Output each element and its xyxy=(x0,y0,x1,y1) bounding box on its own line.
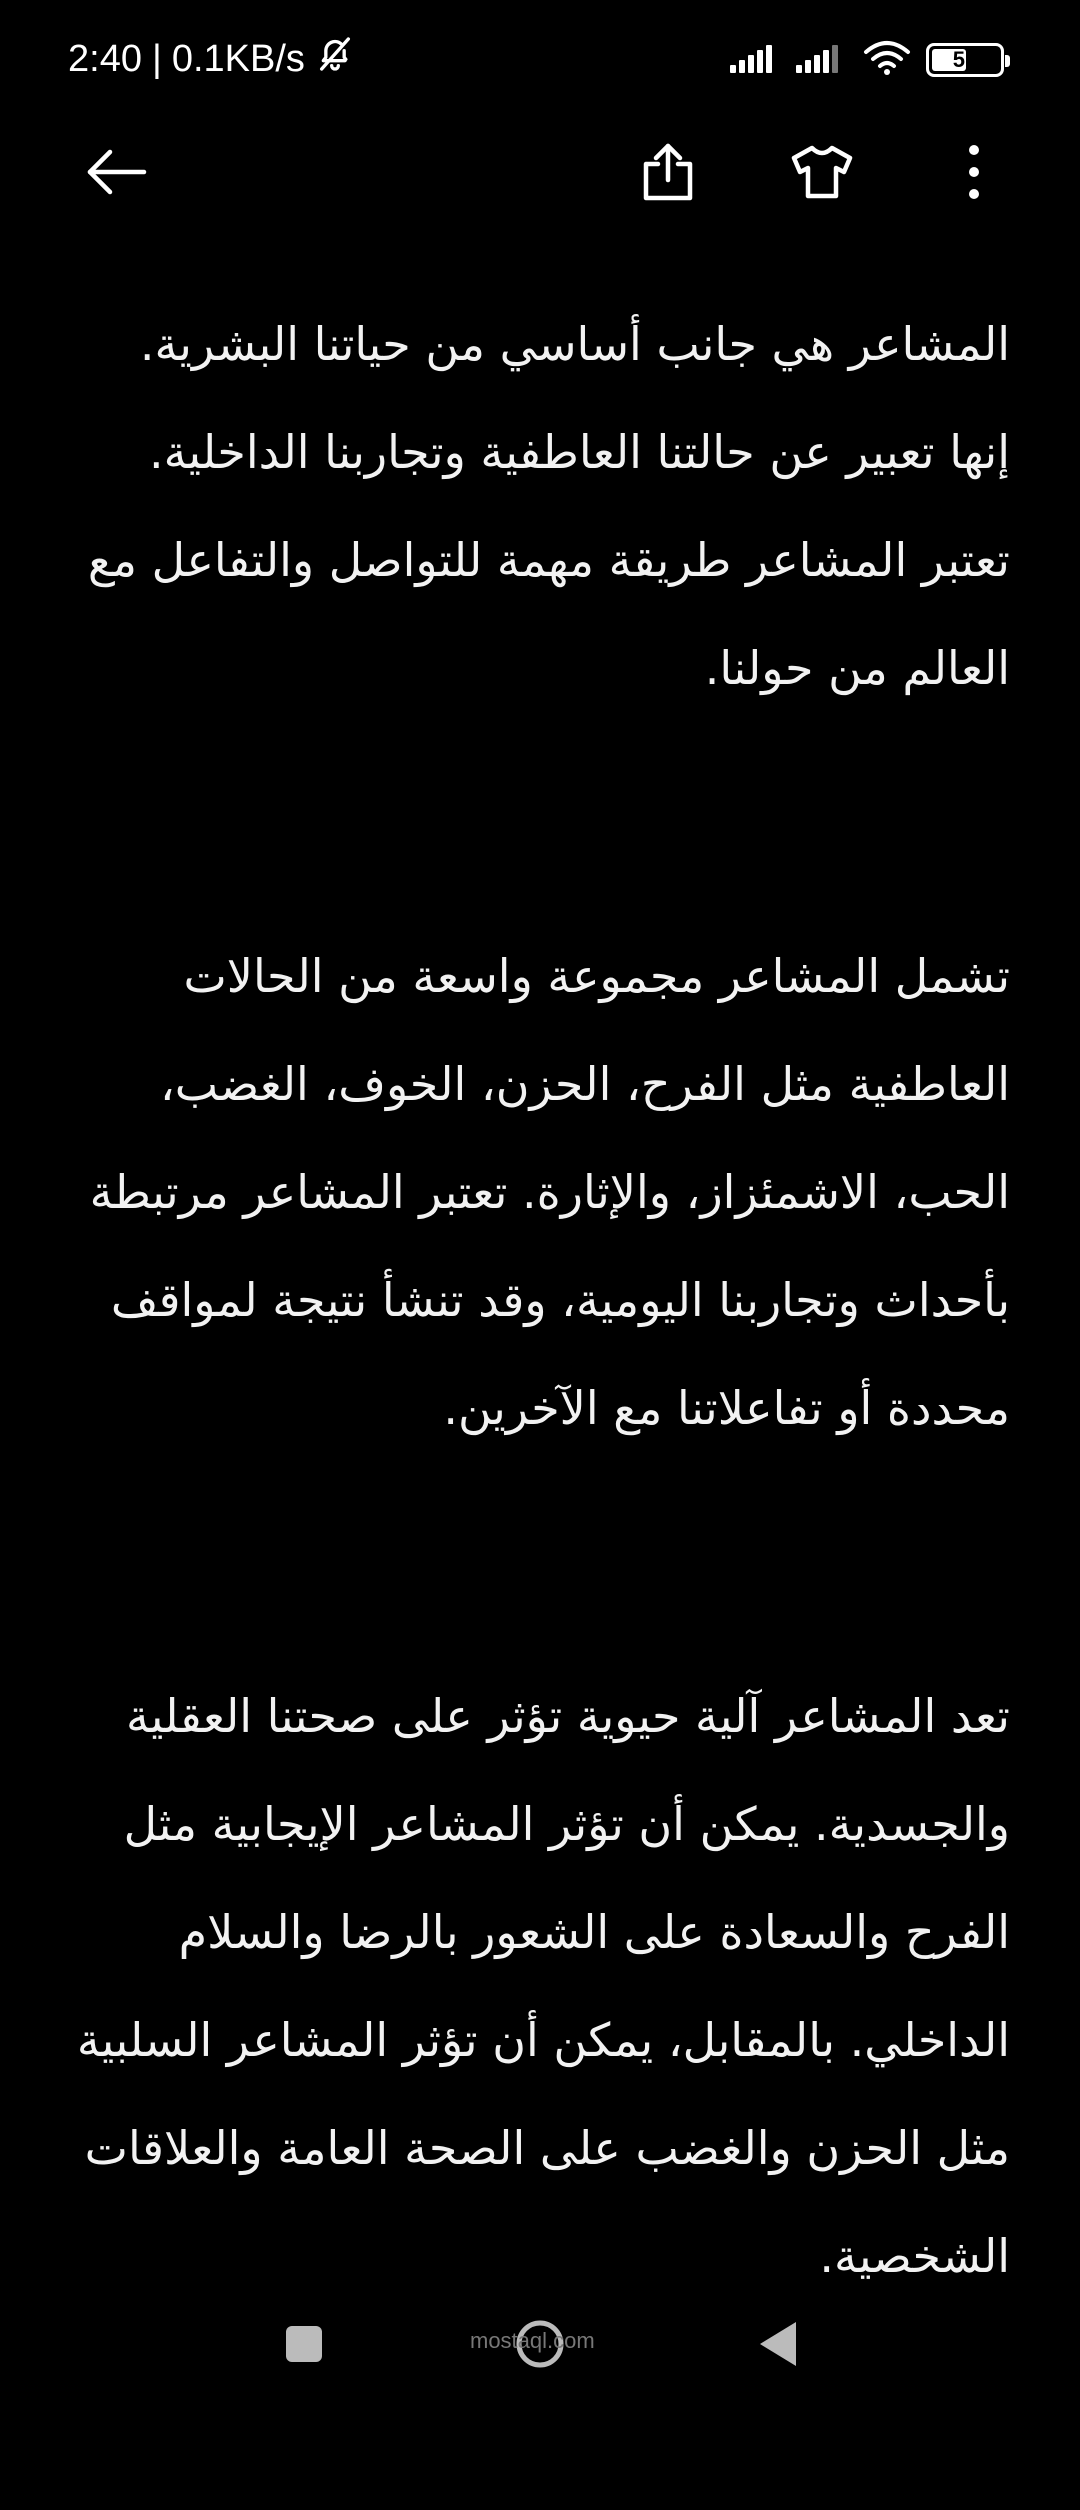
battery-indicator xyxy=(926,43,1004,77)
note-content[interactable] xyxy=(70,290,1010,2510)
theme-button[interactable] xyxy=(782,134,862,214)
navigation-bar xyxy=(0,2310,1080,2400)
triangle-back-icon xyxy=(756,2320,800,2372)
status-right xyxy=(730,38,1004,82)
status-bar xyxy=(0,0,1080,118)
watermark: mostaql.com xyxy=(470,2328,595,2353)
paragraph: المشاعر هي جانب أساسي من حياتنا البشرية. إنها تعبير عن حالتنا العاطفية وتجاربنا الداخلية. تعتبر المشاعر طريقة مهمة للتواصل والتفاعل مع العالم من حولنا. xyxy=(87,317,1010,695)
back-nav-button[interactable] xyxy=(748,2316,808,2376)
wifi-icon xyxy=(862,38,912,82)
paragraph: تشمل المشاعر مجموعة واسعة من الحالات العاطفية مثل الفرح، الحزن، الخوف، الغضب، الحب، الاشمئزاز، والإثارة. تعتبر المشاعر مرتبطة بأحداث وتجاربنا اليومية، وقد تنشأ نتيجة لمواقف محددة أو تفاعلاتنا مع الآخرين. xyxy=(89,949,1010,1435)
status-left xyxy=(68,34,355,84)
arrow-left-icon xyxy=(84,148,148,200)
more-vertical-icon xyxy=(966,144,982,204)
paragraph: تعد المشاعر آلية حيوية تؤثر على صحتنا العقلية والجسدية. يمكن أن تؤثر المشاعر الإيجابية مثل الفرح والسعادة على الشعور بالرضا والسلام الداخلي. بالمقابل، يمكن أن تؤثر المشاعر السلبية مثل الحزن والغضب على الصحة العامة والعلاقات الشخصية. xyxy=(76,1689,1010,2283)
signal-icon xyxy=(730,43,782,77)
share-button[interactable] xyxy=(628,134,708,214)
battery-tip xyxy=(1005,55,1010,67)
recents-button[interactable] xyxy=(274,2316,334,2376)
battery-level: 51 xyxy=(952,47,978,72)
status-separator: | xyxy=(151,37,162,80)
bell-muted-icon xyxy=(315,34,355,84)
toolbar xyxy=(0,118,1080,228)
more-button[interactable] xyxy=(934,134,1014,214)
share-icon xyxy=(640,142,696,206)
network-speed: 0.1KB/s xyxy=(171,37,305,80)
back-button[interactable] xyxy=(76,134,156,214)
status-time: 2:40 xyxy=(68,37,142,80)
tshirt-icon xyxy=(790,144,854,204)
signal-icon xyxy=(796,43,848,77)
square-icon xyxy=(284,2324,324,2368)
